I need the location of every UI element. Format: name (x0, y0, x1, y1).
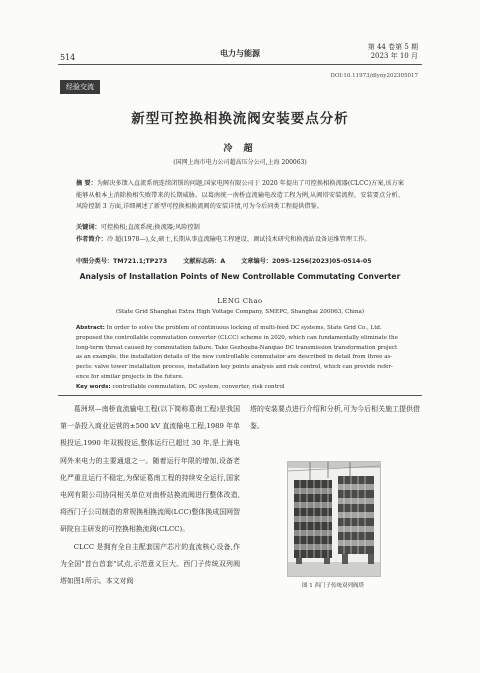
figure-caption: 图 1 西门子传统双列阀塔 (302, 583, 364, 589)
abstract-en-line: In order to solve the problem of continuous locking of multi-feed DC systems, State Grid Co., Ltd. (106, 325, 382, 331)
author-bio-label: 作者简介： (76, 236, 107, 243)
author-en: LENG Chao (217, 297, 263, 305)
volume-issue: 第 44 卷第 5 期 (367, 43, 418, 51)
abstract-cn (76, 178, 404, 213)
author-cn: 冷 超 (223, 144, 257, 154)
body-right-column (250, 401, 420, 435)
keywords-en-label: Key words: (76, 383, 111, 390)
article-number: 文章编号：2095-1256(2023)05-0514-05 (241, 258, 372, 265)
page-number: 514 (60, 53, 76, 62)
abstract-en-line: as an example, the installation details of the new controllable commutator are described in detail from three as- (76, 354, 393, 361)
author-bio-text: 冷 超(1978—),女,硕士,长期从事直流输电工程建设、调试技术研究和换流站设备运维管理工作。 (106, 236, 371, 243)
classification-row (76, 256, 406, 265)
keywords-cn-text: 可控换相;直流系统;换流器;风险控制 (100, 224, 200, 231)
keywords-en-text: controllable commutation, DC system, converter, risk control (112, 383, 285, 390)
abstract-en-label: Abstract: (76, 325, 105, 331)
clc-number: 中图分类号：TM721.1;TP273 (76, 258, 168, 265)
body-left-column (60, 401, 240, 590)
abstract-en-line: ence for similar projects in the future. (76, 373, 184, 380)
affiliation-en: (State Grid Shanghai Extra High Voltage Company, SMEPC, Shanghai 200063, China) (115, 309, 365, 315)
issue-info (368, 43, 418, 61)
issue-date: 2023 年 10 月 (370, 52, 418, 60)
body-paragraph: 塔的安装要点进行介绍和分析,可为今后相关施工提供借鉴。 (250, 405, 420, 431)
affiliation-cn: (国网上海市电力公司超高压分公司,上海 200063) (173, 159, 307, 166)
document-code: 文献标志码：A (183, 258, 226, 265)
abstract-en-line: proposed the controllable commutation converter (CLCC) scheme in 2020, which can fundamentally eliminate the (76, 334, 398, 341)
valve-tower-photo (287, 461, 381, 577)
abstract-cn-label: 摘 要： (76, 180, 97, 187)
keywords-cn-label: 关键词： (76, 224, 101, 231)
author-bio (76, 234, 404, 246)
title-cn: 新型可控换相换流阀安装要点分析 (131, 111, 349, 127)
title-en: Analysis of Installation Points of New Controllable Commutating Converter (79, 272, 401, 281)
body-paragraph: 葛洲坝—南桥直流输电工程(以下简称葛南工程)是我国第一条投入商业运营的±500 kV 直流输电工程,1989 年单极投运,1990 年双极投运,整体运行已超过 30 年,是上海电网外来电力的主要通道之一。随着运行年限的增加,设备老化严重且运行不稳定,为保证葛南工程的持续安全运行,国家电网有限公司协同相关单位对南桥站换流阀进行整体改造,将西门子公司制造的常规换相换流阀(LCC)整体换成国网智研院自主研发的可控换相换流阀(CLCC)。 (60, 405, 240, 534)
keywords-cn (76, 222, 404, 234)
abstract-en (76, 324, 404, 392)
section-badge: 经验交流 (60, 80, 100, 94)
doi: DOI:10.11973/dlyny202305017 (330, 73, 418, 79)
abstract-cn-text: 为解决多馈入直流系统连续闭锁的问题,国家电网有限公司于 2020 年提出了可控换相换流器(CLCC)方案,该方案能够从根本上消除换相失败带来的长期威胁。以葛南统一南桥直流输电改造工程为例,从阀塔安装流程、安装要点分析、风险控制 3 方面,详细阐述了新型可控换相换流阀的安装详情,可为今后同类工程提供借鉴。 (76, 180, 404, 211)
abstract-en-line: pects: valve tower installation process, installation key points analysis and risk control, which can provide refer- (76, 364, 393, 370)
body-paragraph: CLCC 是拥有全自主配套国产芯片的直流核心设备,作为全国"首台首套"试点,示范意义巨大。西门子传统双列阀塔如图1所示。本文对阀 (60, 542, 240, 586)
abstract-rule (58, 395, 422, 396)
abstract-en-line: long-term threat caused by commutation failure. Take Gezhouba-Nanqiao DC transmission transformation project (76, 344, 398, 351)
journal-name: 电力与能源 (220, 49, 260, 58)
header-rule (58, 64, 422, 65)
